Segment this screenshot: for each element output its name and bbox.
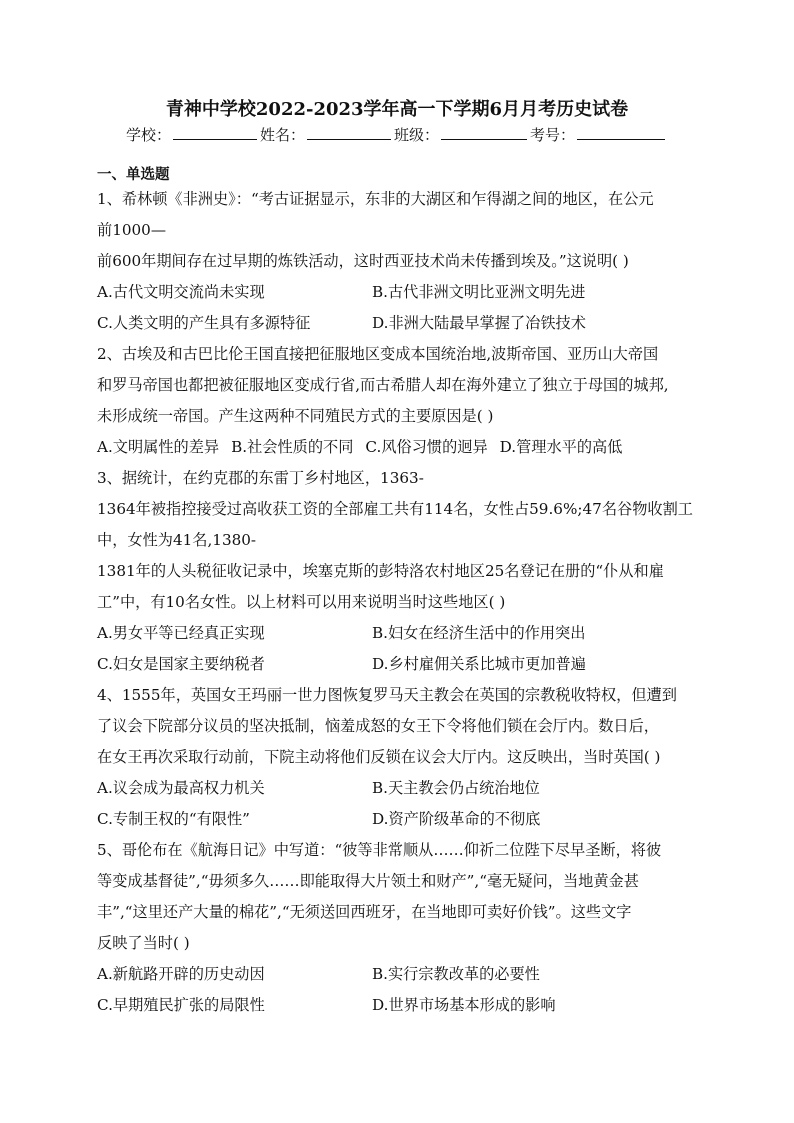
name-label: 姓名： xyxy=(259,126,305,144)
question-line: 1364年被指控接受过高收获工资的全部雇工共有114名，女性占59.6%;47名谷物收割工 xyxy=(97,500,693,518)
id-blank[interactable] xyxy=(577,124,665,140)
options-row xyxy=(97,990,703,1021)
student-info-line xyxy=(0,124,794,146)
question-2 xyxy=(97,339,703,463)
class-blank[interactable] xyxy=(441,124,527,140)
question-line: 4、1555年，英国女王玛丽一世力图恢复罗马天主教会在英国的宗教税收特权，但遭到 xyxy=(97,686,677,704)
question-4 xyxy=(97,680,703,835)
option-a[interactable]: A.男女平等已经真正实现 xyxy=(97,624,265,642)
option-d[interactable]: D.资产阶级革命的不彻底 xyxy=(372,810,541,828)
question-line: 2、古埃及和古巴比伦王国直接把征服地区变成本国统治地,波斯帝国、亚历山大帝国 xyxy=(97,345,659,363)
question-line: 等变成基督徒”,“毋须多久……即能取得大片领土和财产”,“毫无疑问，当地黄金甚 xyxy=(97,872,639,890)
option-b[interactable]: B.天主教会仍占统治地位 xyxy=(372,779,540,797)
option-a[interactable]: A.议会成为最高权力机关 xyxy=(97,779,265,797)
question-line: 5、哥伦布在《航海日记》中写道：“彼等非常顺从……仰祈二位陛下尽早圣断，将彼 xyxy=(97,841,662,859)
question-line: 在女王再次采取行动前，下院主动将他们反锁在议会大厅内。这反映出，当时英国( ) xyxy=(97,748,661,766)
name-blank[interactable] xyxy=(307,124,391,140)
options-row xyxy=(97,308,703,339)
option-d[interactable]: D.世界市场基本形成的影响 xyxy=(372,996,556,1014)
option-b[interactable]: B.实行宗教改革的必要性 xyxy=(372,965,540,983)
question-line: 反映了当时( ) xyxy=(97,934,190,952)
question-line: 前1000— xyxy=(97,221,167,239)
question-line: 1381年的人头税征收记录中，埃塞克斯的彭特洛农村地区25名登记在册的“仆从和雇 xyxy=(97,562,664,580)
option-a[interactable]: A.古代文明交流尚未实现 xyxy=(97,283,265,301)
options-row xyxy=(97,277,703,308)
options-row xyxy=(97,649,703,680)
question-line: 了议会下院部分议员的坚决抵制，恼羞成怒的女王下令将他们锁在会厅内。数日后， xyxy=(97,717,659,735)
options-row xyxy=(97,773,703,804)
option-a[interactable]: A.文明属性的差异 xyxy=(97,438,220,456)
question-line: 和罗马帝国也都把被征服地区变成行省,而古希腊人却在海外建立了独立于母国的城邦, xyxy=(97,376,669,394)
options-row xyxy=(97,804,703,835)
option-a[interactable]: A.新航路开辟的历史动因 xyxy=(97,965,265,983)
option-b[interactable]: B.社会性质的不同 xyxy=(231,438,354,456)
option-c[interactable]: C.专制王权的“有限性” xyxy=(97,810,250,828)
options-row xyxy=(97,959,703,990)
option-d[interactable]: D.非洲大陆最早掌握了冶铁技术 xyxy=(372,314,586,332)
option-c[interactable]: C.人类文明的产生具有多源特征 xyxy=(97,314,311,332)
question-line: 1、希林顿《非洲史》：“考古证据显示，东非的大湖区和乍得湖之间的地区，在公元 xyxy=(97,190,654,208)
section-title: 一、单选题 xyxy=(97,166,170,183)
question-line: 中，女性为41名,1380- xyxy=(97,531,257,549)
question-list xyxy=(97,184,703,1021)
options-row xyxy=(97,432,703,463)
school-blank[interactable] xyxy=(173,124,257,140)
question-5 xyxy=(97,835,703,1021)
option-b[interactable]: B.妇女在经济生活中的作用突出 xyxy=(372,624,586,642)
question-line: 丰”,“这里还产大量的棉花”,“无须送回西班牙，在当地即可卖好价钱”。这些文字 xyxy=(97,903,632,921)
option-c[interactable]: C.妇女是国家主要纳税者 xyxy=(97,655,265,673)
question-1 xyxy=(97,184,703,339)
school-label: 学校： xyxy=(125,126,171,144)
option-d[interactable]: D.乡村雇佣关系比城市更加普遍 xyxy=(372,655,586,673)
question-line: 3、据统计，在约克郡的东雷丁乡村地区，1363- xyxy=(97,469,424,487)
id-label: 考号： xyxy=(530,126,576,144)
option-d[interactable]: D.管理水平的高低 xyxy=(499,438,623,456)
class-label: 班级： xyxy=(394,126,440,144)
question-line: 前600年期间存在过早期的炼铁活动，这时西亚技术尚未传播到埃及。”这说明( ) xyxy=(97,252,629,270)
options-row xyxy=(97,618,703,649)
question-line: 未形成统一帝国。产生这两种不同殖民方式的主要原因是( ) xyxy=(97,407,494,425)
question-3 xyxy=(97,463,703,680)
option-b[interactable]: B.古代非洲文明比亚洲文明先进 xyxy=(372,283,586,301)
page-title: 青神中学校2022-2023学年高一下学期6月月考历史试卷 xyxy=(165,99,629,120)
question-line: 工”中，有10名女性。以上材料可以用来说明当时这些地区( ) xyxy=(97,593,506,611)
option-c[interactable]: C.风俗习惯的迥异 xyxy=(365,438,488,456)
option-c[interactable]: C.早期殖民扩张的局限性 xyxy=(97,996,265,1014)
